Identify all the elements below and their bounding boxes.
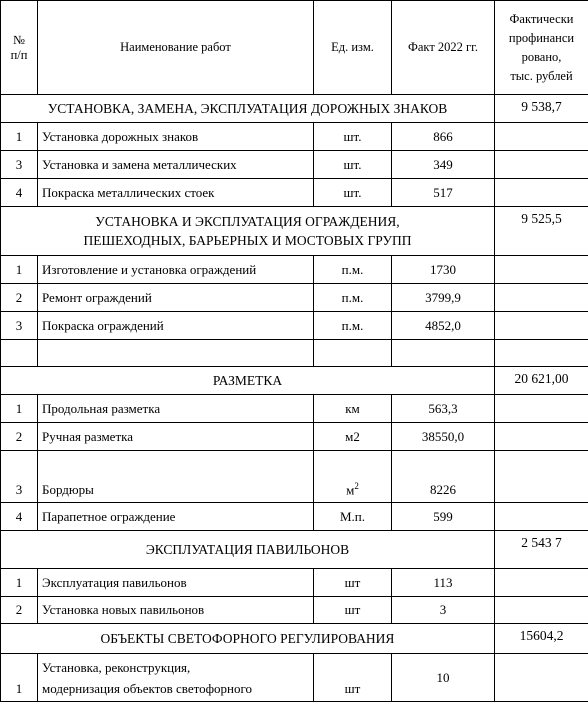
section-sum: 2 543 7 xyxy=(495,531,588,569)
table-row xyxy=(1,503,588,531)
row-financed xyxy=(495,284,588,312)
row-name: Ручная разметка xyxy=(38,423,314,451)
row-fact: 38550,0 xyxy=(392,423,495,451)
row-fact: 517 xyxy=(392,179,495,207)
row-unit xyxy=(314,451,392,503)
row-name: Установка и замена металлических xyxy=(38,151,314,179)
table-row xyxy=(1,597,588,624)
row-num: 2 xyxy=(1,597,38,624)
row-unit xyxy=(314,340,392,367)
row-name: Парапетное ограждение xyxy=(38,503,314,531)
table-row xyxy=(1,179,588,207)
unit-text: м xyxy=(346,482,355,497)
row-name xyxy=(38,340,314,367)
row-name: Продольная разметка xyxy=(38,395,314,423)
table-row-empty xyxy=(1,340,588,367)
row-financed xyxy=(495,423,588,451)
row-unit: п.м. xyxy=(314,284,392,312)
row-name: Покраска ограждений xyxy=(38,312,314,340)
row-num: 3 xyxy=(1,451,38,503)
section-row xyxy=(1,367,588,395)
row-num xyxy=(1,340,38,367)
section-sum: 15604,2 xyxy=(495,624,588,654)
row-financed xyxy=(495,179,588,207)
row-financed xyxy=(495,123,588,151)
row-unit: км xyxy=(314,395,392,423)
row-fact: 8226 xyxy=(392,451,495,503)
row-name: Установка, реконструкция, модернизация объектов светофорного xyxy=(38,654,314,702)
table-row xyxy=(1,284,588,312)
section-title: УСТАНОВКА, ЗАМЕНА, ЭКСПЛУАТАЦИЯ ДОРОЖНЫХ ЗНАКОВ xyxy=(1,95,495,123)
table-row xyxy=(1,654,588,702)
row-fact: 563,3 xyxy=(392,395,495,423)
section-title: ЭКСПЛУАТАЦИЯ ПАВИЛЬОНОВ xyxy=(1,531,495,569)
row-fact: 10 xyxy=(392,654,495,702)
section-row xyxy=(1,207,588,256)
section-sum: 9 538,7 xyxy=(495,95,588,123)
row-num: 4 xyxy=(1,503,38,531)
row-fact: 866 xyxy=(392,123,495,151)
row-name: Изготовление и установка ограждений xyxy=(38,256,314,284)
row-financed xyxy=(495,340,588,367)
section-row xyxy=(1,531,588,569)
row-unit: шт. xyxy=(314,123,392,151)
row-fact: 4852,0 xyxy=(392,312,495,340)
row-financed xyxy=(495,151,588,179)
section-row xyxy=(1,624,588,654)
row-financed xyxy=(495,597,588,624)
row-num: 2 xyxy=(1,423,38,451)
row-fact: 1730 xyxy=(392,256,495,284)
row-unit: шт. xyxy=(314,151,392,179)
table-row xyxy=(1,123,588,151)
header-name: Наименование работ xyxy=(38,1,314,95)
row-name: Эксплуатация павильонов xyxy=(38,569,314,597)
row-unit: шт xyxy=(314,597,392,624)
row-unit: п.м. xyxy=(314,312,392,340)
row-name: Ремонт ограждений xyxy=(38,284,314,312)
row-financed xyxy=(495,451,588,503)
row-num: 1 xyxy=(1,123,38,151)
section-sum: 20 621,00 xyxy=(495,367,588,395)
row-num: 3 xyxy=(1,312,38,340)
table-row xyxy=(1,451,588,503)
row-fact xyxy=(392,340,495,367)
row-num: 1 xyxy=(1,654,38,702)
row-name: Установка дорожных знаков xyxy=(38,123,314,151)
row-unit: М.п. xyxy=(314,503,392,531)
row-num: 3 xyxy=(1,151,38,179)
table-row xyxy=(1,151,588,179)
unit-superscript: 2 xyxy=(354,480,359,491)
table-row xyxy=(1,256,588,284)
row-unit: п.м. xyxy=(314,256,392,284)
table-row xyxy=(1,395,588,423)
row-fact: 3 xyxy=(392,597,495,624)
row-financed xyxy=(495,503,588,531)
row-financed xyxy=(495,654,588,702)
header-row xyxy=(1,1,588,95)
row-fact: 113 xyxy=(392,569,495,597)
row-unit: м2 xyxy=(314,423,392,451)
section-title: РАЗМЕТКА xyxy=(1,367,495,395)
table-row xyxy=(1,423,588,451)
row-financed xyxy=(495,312,588,340)
row-name: Покраска металлических стоек xyxy=(38,179,314,207)
header-unit: Ед. изм. xyxy=(314,1,392,95)
row-fact: 599 xyxy=(392,503,495,531)
header-fact: Факт 2022 гг. xyxy=(392,1,495,95)
row-num: 1 xyxy=(1,256,38,284)
header-financed: Фактически профинанси ровано, тыс. рублей xyxy=(495,1,588,95)
section-sum: 9 525,5 xyxy=(495,207,588,256)
row-num: 1 xyxy=(1,395,38,423)
row-name: Установка новых павильонов xyxy=(38,597,314,624)
section-title: ОБЪЕКТЫ СВЕТОФОРНОГО РЕГУЛИРОВАНИЯ xyxy=(1,624,495,654)
row-unit: шт xyxy=(314,654,392,702)
row-num: 1 xyxy=(1,569,38,597)
row-unit: шт xyxy=(314,569,392,597)
row-name: Бордюры xyxy=(38,451,314,503)
row-fact: 349 xyxy=(392,151,495,179)
row-num: 4 xyxy=(1,179,38,207)
header-num: № п/п xyxy=(1,1,38,95)
row-financed xyxy=(495,256,588,284)
row-financed xyxy=(495,569,588,597)
row-fact: 3799,9 xyxy=(392,284,495,312)
table-row xyxy=(1,569,588,597)
section-row xyxy=(1,95,588,123)
table-row xyxy=(1,312,588,340)
row-num: 2 xyxy=(1,284,38,312)
row-unit: шт. xyxy=(314,179,392,207)
section-title: УСТАНОВКА И ЭКСПЛУАТАЦИЯ ОГРАЖДЕНИЯ, ПЕШЕХОДНЫХ, БАРЬЕРНЫХ И МОСТОВЫХ ГРУПП xyxy=(1,207,495,256)
row-financed xyxy=(495,395,588,423)
